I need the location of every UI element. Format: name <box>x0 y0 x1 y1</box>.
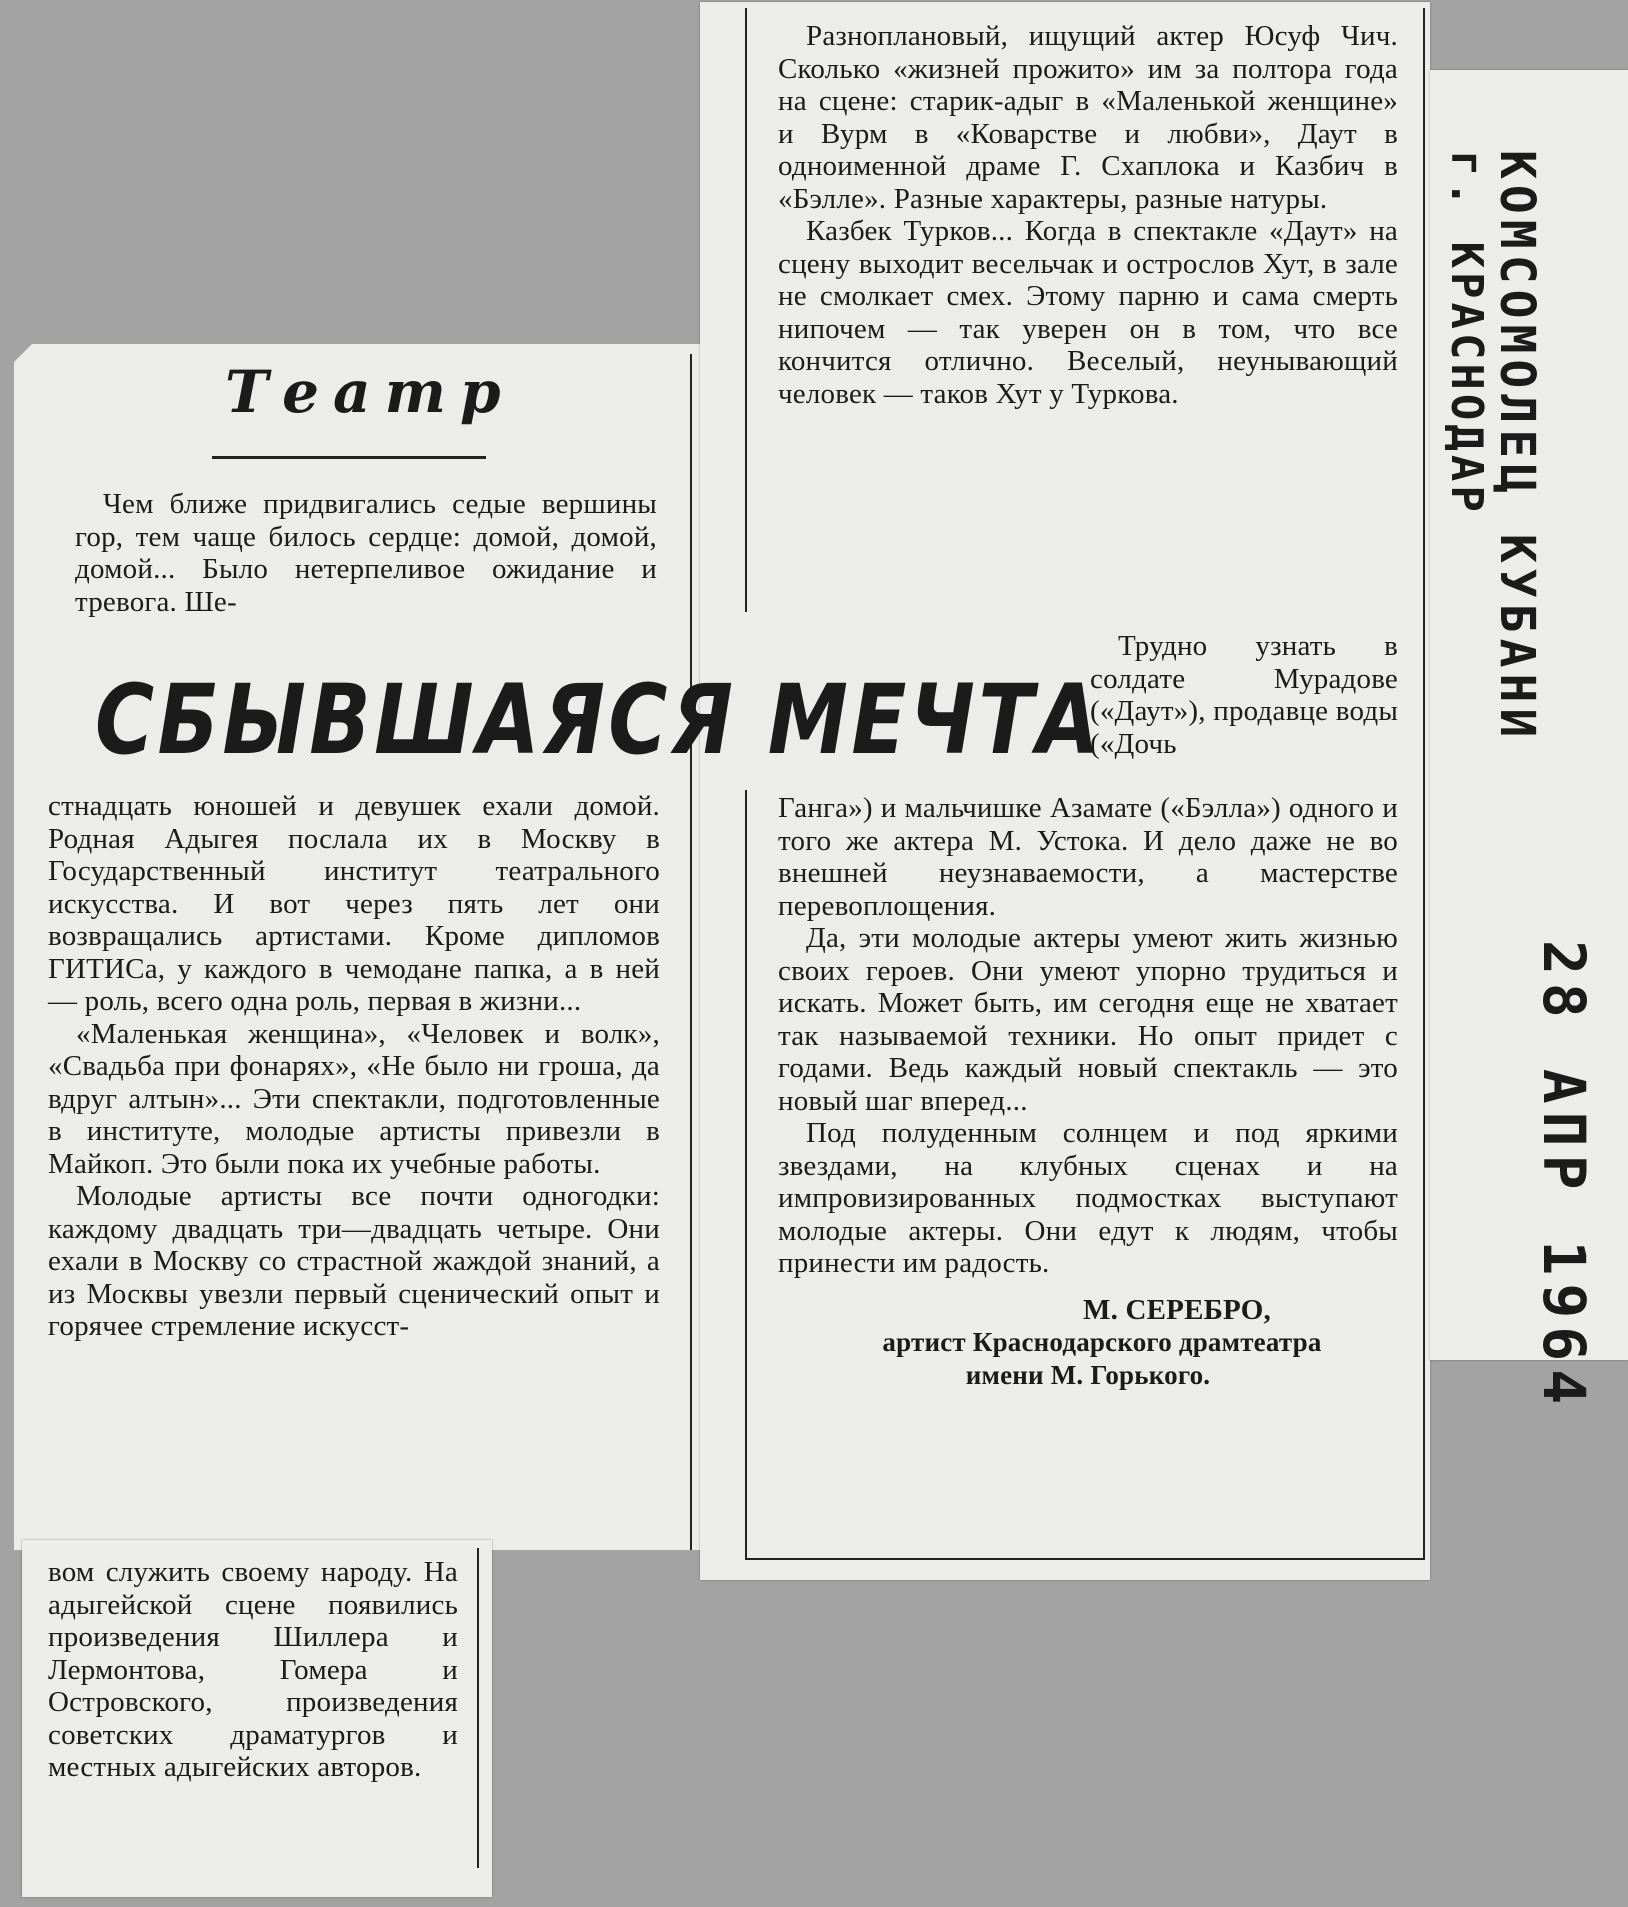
paragraph: Да, эти молодые актеры умеют жить жизнью своих героев. Они умеют упорно трудиться и искать. Может быть, им сегодня еще не хватает так называемой техники. Но опыт придет с годами. Ведь каждый новый спектакль — это новый шаг вперед... <box>778 922 1398 1117</box>
rubric-underline <box>212 456 486 459</box>
article-column-right-lower <box>778 792 1398 1391</box>
article-column-right-inset <box>1090 630 1398 760</box>
article-column-right <box>778 20 1398 410</box>
article-column-bottom <box>48 1556 458 1784</box>
author-title: артист Краснодарского драмтеатра имени М. Горького. <box>882 1327 1322 1390</box>
paragraph: Под полуденным солнцем и под яркими звездами, на клубных сценах и на импровизированных подмостках выступают молодые актеры. Они едут к людям, чтобы принести им радость. <box>778 1117 1398 1279</box>
paragraph: Разноплановый, ищущий актер Юсуф Чич. Сколько «жизней прожито» им за полтора года на сцене: старик-адыг в «Маленькой женщине» и Вурм в «Коварстве и любви», Даут в одноименной драме Г. Схаплока и Казбич в «Бэлле». Разные характеры, разные натуры. <box>778 20 1398 215</box>
newspaper-name-stamp: КОМСОМОЛЕЦ КУБАНИ <box>1489 150 1545 744</box>
paragraph: вом служить своему народу. На адыгейской сцене появились произведения Шиллера и Лермонтова, Гомера и Островского, произведения советских драматургов и местных адыгейских авторов. <box>48 1556 458 1783</box>
column-rule-left <box>690 354 692 1550</box>
author-name: М. СЕРЕБРО, <box>1083 1293 1271 1326</box>
paragraph: Молодые артисты все почти одногодки: каждому двадцать три—двадцать четыре. Они ехали в Москву со страстной жаждой знаний, а из Москвы увезли первый сценический опыт и горячее стремление искусст- <box>48 1180 660 1342</box>
city-stamp: г. КРАСНОДАР <box>1441 150 1492 516</box>
article-lead <box>75 488 657 618</box>
paragraph: «Маленькая женщина», «Человек и волк», «Свадьба при фонарях», «Не было ни гроша, да вдруг алтын»... Эти спектакли, подготовленные в институте, молодые артисты привезли в Майкоп. Это были пока их учебные работы. <box>48 1017 660 1180</box>
headline: СБЫВШАЯСЯ МЕЧТА <box>95 664 1103 776</box>
paragraph: Ганга») и мальчишке Азамате («Бэлла») одного и того же актера М. Устока. И дело даже не во внешней неузнаваемости, а мастерстве перевоплощения. <box>778 792 1398 922</box>
box-rule-right <box>1423 8 1425 1560</box>
date-stamp: 28 АПР 1964 <box>1530 940 1598 1413</box>
column-rule-right-lower <box>745 790 747 1560</box>
column-rule-right <box>745 8 747 612</box>
paragraph: стнадцать юношей и девушек ехали домой. Родная Адыгея послала их в Москву в Государственный институт театрального искусства. И вот через пять лет они возвращались артистами. Кроме дипломов ГИТИСа, у каждого в чемодане папка, а в ней — роль, всего одна роль, первая в жизни... <box>48 790 660 1017</box>
box-rule-bottom <box>745 1558 1425 1560</box>
rubric-label: Театр <box>225 358 515 426</box>
bottom-rule-left <box>477 1548 479 1868</box>
paragraph: Казбек Турков... Когда в спектакле «Даут» на сцену выходит весельчак и острослов Хут, в зале не смолкает смех. Этому парню и сама смерть нипочем — так уверен он в том, что все кончится отлично. Веселый, неунывающий человек — таков Хут у Туркова. <box>778 215 1398 410</box>
article-column-left <box>48 790 660 1343</box>
paragraph: Трудно узнать в солдате Мурадове («Даут»), продавце воды («Дочь <box>1090 630 1398 760</box>
lead-paragraph: Чем ближе придвигались седые вершины гор, тем чаще билось сердце: домой, домой, домой... Было нетерпеливое ожидание и тревога. Ше- <box>75 488 657 618</box>
